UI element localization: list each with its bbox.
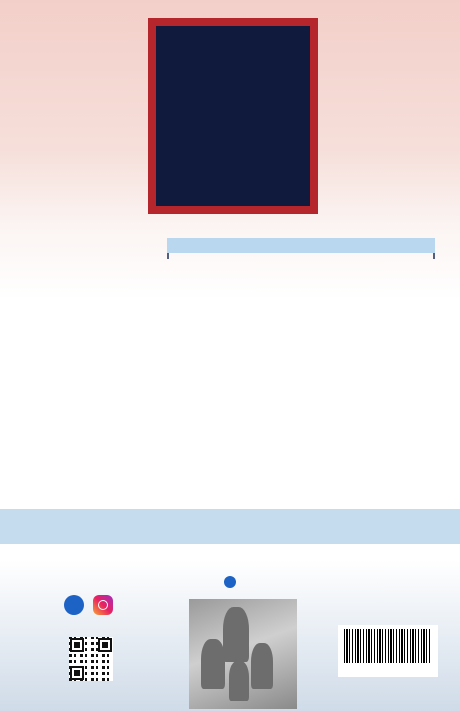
facebook-icon[interactable] (64, 595, 84, 615)
photo-figure (201, 639, 225, 689)
quilt-image (148, 18, 318, 214)
instagram-icon[interactable] (93, 595, 113, 615)
runner-header (167, 238, 435, 253)
quilt-blocks (156, 26, 310, 206)
qr-code[interactable] (69, 637, 113, 681)
facebook-group-icon[interactable] (224, 576, 236, 588)
qr-finder (70, 666, 84, 680)
photo-figure (251, 643, 273, 689)
runner-bracket (167, 253, 435, 259)
barcode-bars (344, 629, 432, 663)
barcode (338, 625, 438, 677)
optional-border-detail (0, 529, 460, 539)
photo-figure (229, 661, 249, 701)
join-group-text (0, 576, 460, 591)
family-photo (189, 599, 297, 709)
photo-figure (223, 607, 249, 662)
qr-finder (70, 638, 84, 652)
qr-finder (98, 638, 112, 652)
